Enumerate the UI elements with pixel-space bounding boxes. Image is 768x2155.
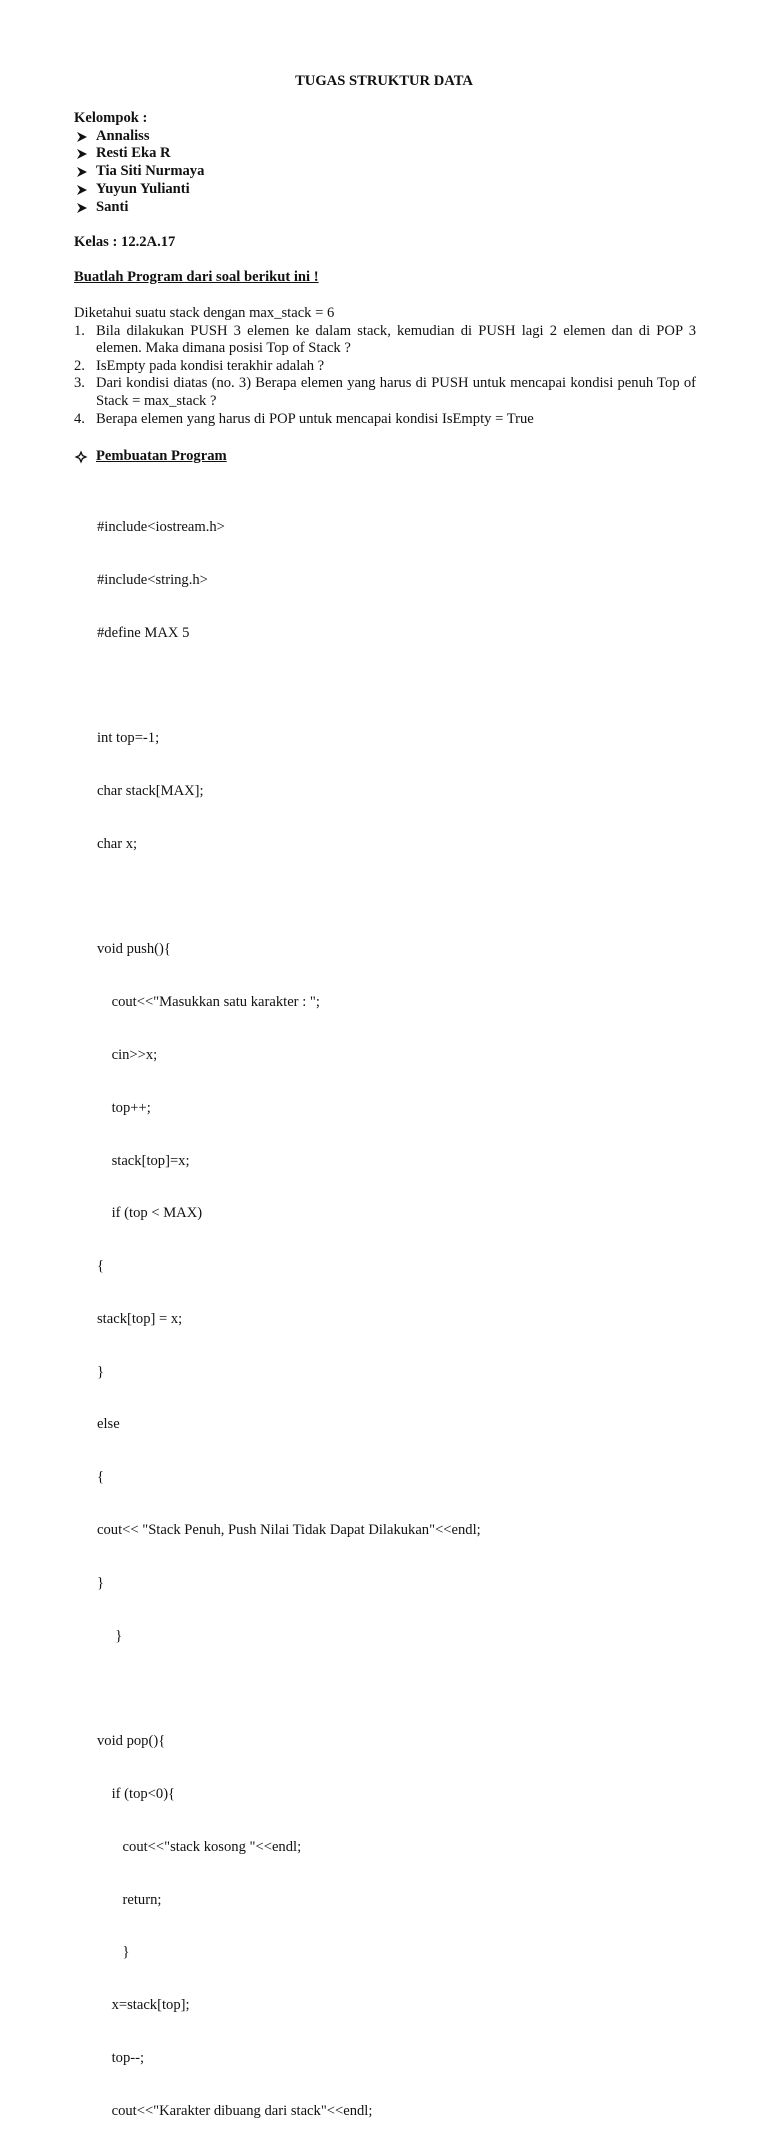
- section-heading: [74, 448, 696, 466]
- member-name: Santi: [96, 198, 129, 215]
- code-line: [97, 889, 697, 907]
- arrow-bullet-icon: [76, 131, 88, 143]
- arrow-bullet-icon: [76, 202, 88, 214]
- code-line: char stack[MAX];: [97, 783, 204, 800]
- member-name: Annaliss: [96, 127, 150, 144]
- list-item: [74, 375, 696, 410]
- question-text: Dari kondisi diatas (no. 3) Berapa elemen yang harus di PUSH untuk mencapai kondisi penuh Top of Stack = max_stack ?: [96, 375, 696, 409]
- questions-section: [74, 305, 696, 428]
- code-line: cout<<"stack kosong "<<endl;: [97, 1838, 302, 1855]
- code-line: }: [97, 1944, 130, 1961]
- arrow-bullet-icon: [76, 166, 88, 178]
- code-line: if (top<0){: [97, 1785, 176, 1802]
- code-line: return;: [97, 1891, 162, 1908]
- code-line: [97, 678, 697, 696]
- code-line: {: [97, 1258, 105, 1275]
- code-line: #include<string.h>: [97, 571, 208, 588]
- code-line: else: [97, 1416, 120, 1433]
- group-section: [74, 110, 696, 217]
- code-line: top++;: [97, 1099, 151, 1116]
- code-line: char x;: [97, 835, 138, 852]
- code-block: [97, 484, 697, 2155]
- list-item: [74, 323, 696, 358]
- member-name: Tia Siti Nurmaya: [96, 163, 205, 180]
- list-item: [74, 145, 696, 163]
- section-heading-text: Pembuatan Program: [96, 448, 227, 464]
- code-line: }: [97, 1627, 123, 1644]
- member-list: [74, 128, 696, 217]
- question-number: 2.: [74, 357, 85, 374]
- instruction-heading: Buatlah Program dari soal berikut ini !: [74, 269, 319, 285]
- list-item: [74, 199, 696, 217]
- arrow-bullet-icon: [76, 184, 88, 196]
- intro-text: Diketahui suatu stack dengan max_stack = 6: [74, 305, 335, 321]
- list-item: [74, 358, 696, 376]
- diamond-bullet-icon: [74, 450, 88, 464]
- code-line: int top=-1;: [97, 730, 160, 747]
- question-number: 3.: [74, 375, 85, 392]
- code-line: #include<iostream.h>: [97, 519, 225, 536]
- code-line: x=stack[top];: [97, 1997, 190, 2014]
- document-title: TUGAS STRUKTUR DATA: [295, 73, 473, 89]
- code-line: [97, 1680, 697, 1698]
- member-name: Yuyun Yulianti: [96, 180, 190, 197]
- code-line: void pop(){: [97, 1733, 166, 1750]
- class-info: Kelas : 12.2A.17: [74, 234, 176, 250]
- code-line: cin>>x;: [97, 1047, 158, 1063]
- code-line: stack[top] = x;: [97, 1310, 183, 1327]
- code-line: cout<<"Karakter dibuang dari stack"<<endl;: [97, 2102, 373, 2119]
- code-line: cout<< "Stack Penuh, Push Nilai Tidak Dapat Dilakukan"<<endl;: [97, 1522, 481, 1539]
- code-line: stack[top]=x;: [97, 1152, 190, 1169]
- list-item: [74, 163, 696, 181]
- list-item: [74, 411, 696, 429]
- question-number: 4.: [74, 410, 85, 427]
- question-text: Bila dilakukan PUSH 3 elemen ke dalam stack, kemudian di PUSH lagi 2 elemen dan di POP 3 elemen. Maka dimana posisi Top of Stack ?: [96, 322, 696, 357]
- code-line: {: [97, 1469, 105, 1486]
- code-line: if (top < MAX): [97, 1205, 203, 1222]
- question-list: [74, 323, 696, 429]
- group-label: Kelompok :: [74, 110, 148, 126]
- question-text: Berapa elemen yang harus di POP untuk mencapai kondisi IsEmpty = True: [96, 410, 534, 427]
- arrow-bullet-icon: [76, 148, 88, 160]
- list-item: [74, 128, 696, 146]
- code-line: #define MAX 5: [97, 624, 190, 641]
- question-text: IsEmpty pada kondisi terakhir adalah ?: [96, 357, 325, 374]
- question-number: 1.: [74, 322, 85, 339]
- code-line: }: [97, 1363, 105, 1380]
- code-line: cout<<"Masukkan satu karakter : ";: [97, 994, 320, 1011]
- code-line: top--;: [97, 2049, 145, 2066]
- section-heading-row: [74, 448, 696, 466]
- member-name: Resti Eka R: [96, 145, 171, 162]
- list-item: [74, 181, 696, 199]
- code-line: }: [97, 1574, 105, 1591]
- code-line: void push(){: [97, 941, 171, 958]
